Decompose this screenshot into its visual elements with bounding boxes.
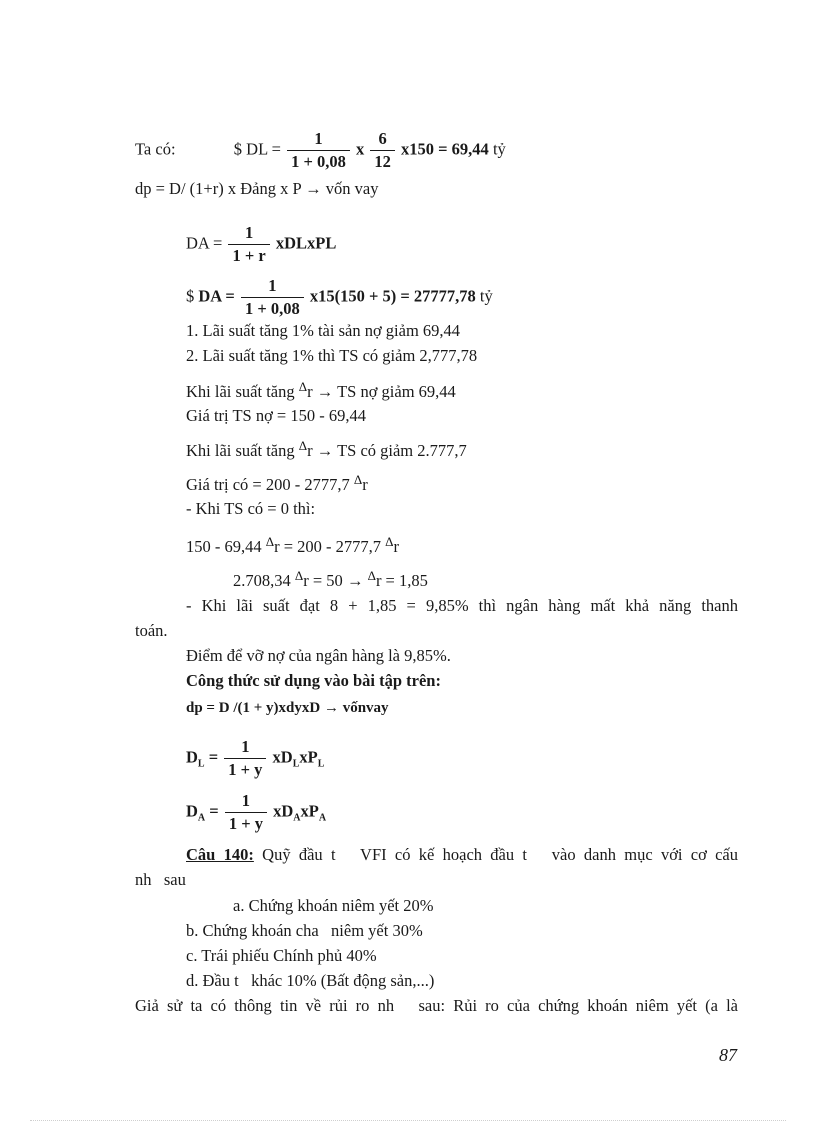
formula-text: $ bbox=[186, 286, 195, 306]
text-line: - Khi lãi suất đạt 8 + 1,85 = 9,85% thì ngân hàng mất khả năng thanh bbox=[186, 596, 738, 615]
text-line bbox=[186, 436, 467, 461]
text-line bbox=[186, 470, 368, 495]
text-line: 2. Lãi suất tăng 1% thì TS có giảm 2,777,78 bbox=[186, 346, 478, 365]
text-segment: Giá trị có = 200 - 2777,7 bbox=[186, 475, 350, 494]
text-segment: TS nợ giảm 69,44 bbox=[337, 382, 456, 401]
formula-da-general bbox=[186, 792, 326, 833]
formula-text: vốnvay bbox=[342, 700, 389, 716]
formula-da bbox=[186, 224, 336, 265]
arrow-icon: → bbox=[316, 382, 334, 401]
arrow-icon: → bbox=[316, 441, 334, 460]
formula-text: xD bbox=[272, 747, 293, 767]
numerator: 1 bbox=[241, 737, 250, 756]
denominator: 1 + 0,08 bbox=[287, 150, 350, 171]
list-item: c. Trái phiếu Chính phủ 40% bbox=[186, 946, 377, 965]
footer-divider bbox=[30, 1120, 786, 1121]
delta-symbol: Δ bbox=[298, 379, 308, 394]
text-segment: Khi lãi suất tăng bbox=[186, 441, 295, 460]
fraction bbox=[370, 130, 395, 171]
denominator: 1 + y bbox=[224, 758, 266, 779]
list-item: d. Đầu t khác 10% (Bất động sản,...) bbox=[186, 971, 435, 990]
formula-text: D bbox=[186, 747, 198, 767]
denominator: 1 + 0,08 bbox=[241, 297, 304, 318]
numerator: 1 bbox=[268, 276, 277, 295]
text-line: Điểm để vỡ nợ của ngân hàng là 9,85%. bbox=[186, 646, 451, 665]
formula-dl bbox=[135, 130, 506, 171]
delta-symbol: Δ bbox=[265, 534, 275, 549]
text-line: Giả sử ta có thông tin về rủi ro nh sau: Rủi ro của chứng khoán niêm yết (a là bbox=[135, 996, 738, 1015]
text-segment: Khi lãi suất tăng bbox=[186, 382, 295, 401]
arrow-icon: → bbox=[346, 571, 364, 590]
text-line: Giá trị TS nợ = 150 - 69,44 bbox=[186, 406, 366, 425]
text-line: 1. Lãi suất tăng 1% tài sản nợ giảm 69,44 bbox=[186, 321, 461, 340]
arrow-icon: → bbox=[323, 700, 339, 716]
text-segment: r = 50 bbox=[303, 571, 343, 590]
formula-dp bbox=[186, 698, 389, 718]
formula-text: D bbox=[186, 801, 198, 821]
delta-symbol: Δ bbox=[298, 438, 308, 453]
numerator: 1 bbox=[314, 129, 323, 148]
text-segment: Quỹ đầu t VFI có kế hoạch đầu t vào danh mục với cơ cấu bbox=[253, 845, 739, 864]
formula-text: = bbox=[208, 747, 219, 767]
formula-da-value bbox=[186, 277, 493, 318]
denominator: 1 + r bbox=[228, 244, 269, 265]
denominator: 1 + y bbox=[225, 812, 267, 833]
arrow-icon: → bbox=[305, 179, 322, 198]
fraction bbox=[228, 224, 269, 265]
formula-text: x15(150 + 5) = 27777,78 bbox=[309, 286, 476, 306]
text-segment: r bbox=[393, 537, 400, 556]
text-segment: r = 200 - 2777,7 bbox=[274, 537, 382, 556]
text-segment: r bbox=[307, 441, 313, 460]
formula-text: $ DL = bbox=[233, 139, 281, 159]
text-segment: dp = D/ (1+r) x Đảng x P bbox=[135, 179, 302, 198]
formula-text: x150 = 69,44 bbox=[401, 139, 489, 159]
question-number: Câu 140: bbox=[186, 845, 254, 864]
formula-text: xD bbox=[273, 801, 294, 821]
formula-text: xP bbox=[300, 801, 319, 821]
unit-text: tỷ bbox=[492, 139, 506, 159]
section-heading: Công thức sử dụng vào bài tập trên: bbox=[186, 671, 441, 690]
subscript: L bbox=[317, 758, 325, 770]
fraction bbox=[287, 130, 350, 171]
subscript: L bbox=[292, 758, 300, 770]
text-segment: 2.708,34 bbox=[233, 571, 291, 590]
text-segment: r bbox=[307, 382, 313, 401]
text-line bbox=[186, 532, 399, 557]
text-segment: 150 - 69,44 bbox=[186, 537, 262, 556]
text-line: toán. bbox=[135, 621, 168, 640]
formula-text: xP bbox=[299, 747, 318, 767]
unit-text: tỷ bbox=[479, 286, 493, 306]
numerator: 6 bbox=[378, 129, 387, 148]
numerator: 1 bbox=[244, 223, 254, 242]
text-segment: TS có giảm 2.777,7 bbox=[337, 441, 467, 460]
formula-text: = bbox=[209, 801, 219, 821]
denominator: 12 bbox=[370, 150, 395, 171]
text-segment: vốn vay bbox=[325, 179, 379, 198]
text-line bbox=[233, 566, 428, 591]
list-item: b. Chứng khoán cha niêm yết 30% bbox=[186, 921, 423, 940]
subscript: A bbox=[318, 812, 327, 824]
numerator: 1 bbox=[241, 791, 251, 810]
fraction bbox=[224, 738, 266, 779]
label-ta-co: Ta có: bbox=[135, 139, 176, 159]
text-segment: r = 1,85 bbox=[375, 571, 428, 590]
subscript: A bbox=[197, 812, 206, 824]
text-line: - Khi TS có = 0 thì: bbox=[186, 499, 316, 518]
subscript: L bbox=[197, 758, 205, 770]
formula-dl-general bbox=[186, 738, 324, 779]
fraction bbox=[225, 792, 267, 833]
delta-symbol: Δ bbox=[385, 534, 394, 549]
delta-symbol: Δ bbox=[353, 472, 363, 487]
question-line bbox=[186, 845, 738, 865]
formula-text: DA = bbox=[186, 233, 223, 253]
text-line bbox=[135, 179, 378, 199]
page-number: 87 bbox=[719, 1045, 737, 1065]
list-item: a. Chứng khoán niêm yết 20% bbox=[233, 896, 434, 915]
formula-text: x bbox=[356, 139, 365, 159]
formula-text: xDLxPL bbox=[275, 233, 337, 253]
text-line: nh sau bbox=[135, 870, 186, 889]
fraction bbox=[241, 277, 304, 318]
formula-text: DA = bbox=[198, 286, 235, 306]
text-line bbox=[186, 377, 456, 402]
formula-text: dp = D /(1 + y)xdyxD bbox=[186, 700, 321, 716]
delta-symbol: Δ bbox=[367, 568, 376, 583]
text-segment: r bbox=[362, 475, 368, 494]
subscript: A bbox=[293, 812, 301, 824]
delta-symbol: Δ bbox=[294, 568, 304, 583]
